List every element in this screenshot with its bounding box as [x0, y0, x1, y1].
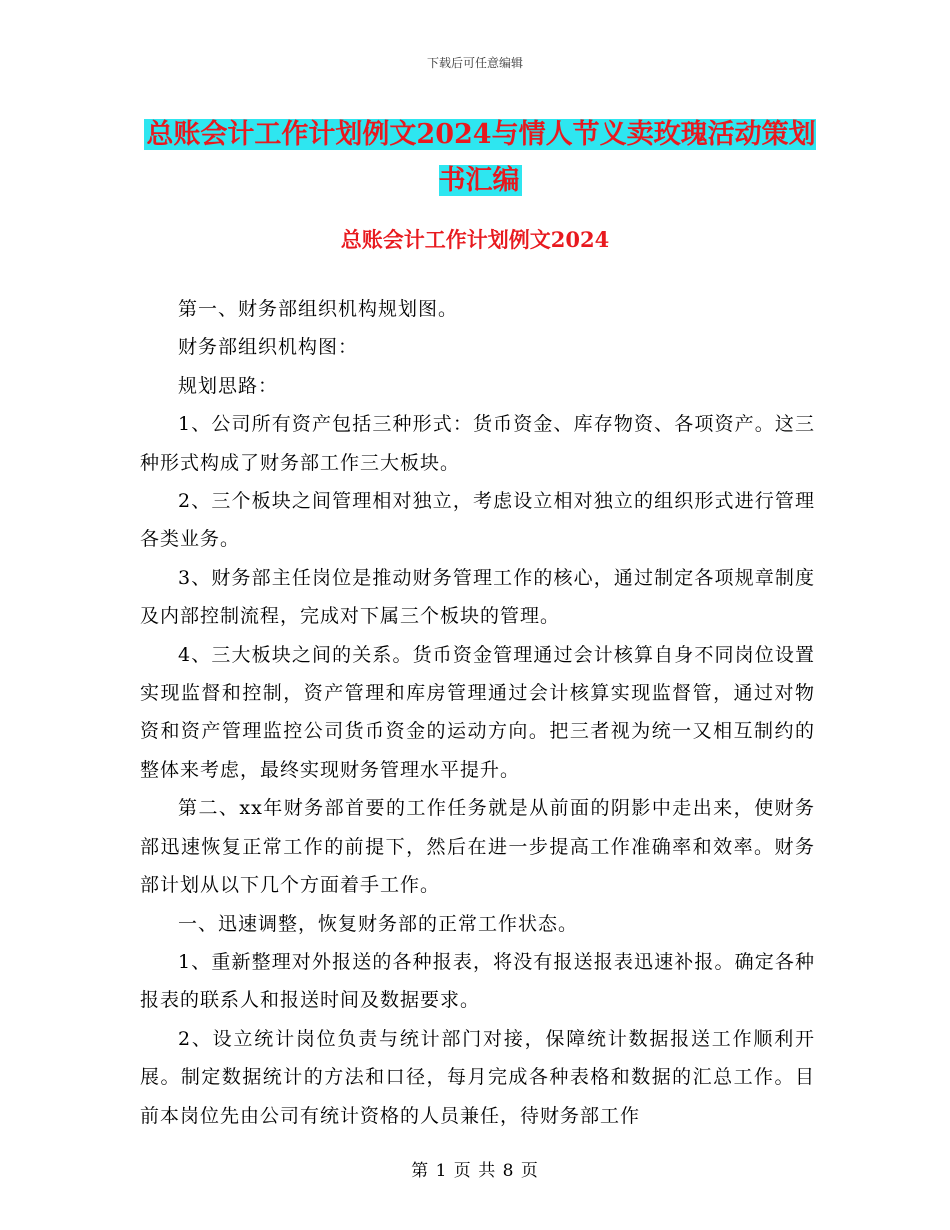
- document-title: [140, 112, 820, 204]
- document-body: [140, 290, 815, 1135]
- paragraph: 2、三个板块之间管理相对独立，考虑设立相对独立的组织形式进行管理各类业务。: [140, 490, 815, 551]
- paragraph: 一、迅速调整，恢复财务部的正常工作状态。: [178, 912, 579, 935]
- paragraph: 第二、xx年财务部首要的工作任务就是从前面的阴影中走出来，使财务部迅速恢复正常工作的前提下，然后在进一步提高工作准确率和效率。财务部计划从以下几个方面着手工作。: [140, 797, 815, 897]
- paragraph: 财务部组织机构图：: [178, 336, 359, 359]
- page-footer: 第 1 页 共 8 页: [411, 1161, 539, 1181]
- paragraph: 规划思路：: [178, 374, 279, 397]
- paragraph: 1、公司所有资产包括三种形式：货币资金、库存物资、各项资产。这三种形式构成了财务部工作三大板块。: [140, 413, 815, 474]
- paragraph: 1、重新整理对外报送的各种报表，将没有报送报表迅速补报。确定各种报表的联系人和报送时间及数据要求。: [140, 950, 815, 1012]
- document-title-text: 总账会计工作计划例文2024与情人节义卖玫瑰活动策划书汇编: [146, 119, 816, 196]
- paragraph: 第一、财务部组织机构规划图。: [178, 298, 459, 320]
- paragraph: 2、设立统计岗位负责与统计部门对接，保障统计数据报送工作顺利开展。制定数据统计的方法和口径，每月完成各种表格和数据的汇总工作。目前本岗位先由公司有统计资格的人员兼任，待财务部工作: [140, 1027, 815, 1127]
- paragraph: 4、三大板块之间的关系。货币资金管理通过会计核算自身不同岗位设置实现监督和控制，资产管理和库房管理通过会计核算实现监督管，通过对物资和资产管理监控公司货币资金的运动方向。把三者视为统一又相互制约的整体来考虑，最终实现财务管理水平提升。: [140, 643, 815, 781]
- header-note: 下载后可任意编辑: [426, 56, 523, 70]
- paragraph: 3、财务部主任岗位是推动财务管理工作的核心，通过制定各项规章制度及内部控制流程，完成对下属三个板块的管理。: [140, 566, 815, 628]
- section-title: 总账会计工作计划例文2024: [340, 227, 610, 252]
